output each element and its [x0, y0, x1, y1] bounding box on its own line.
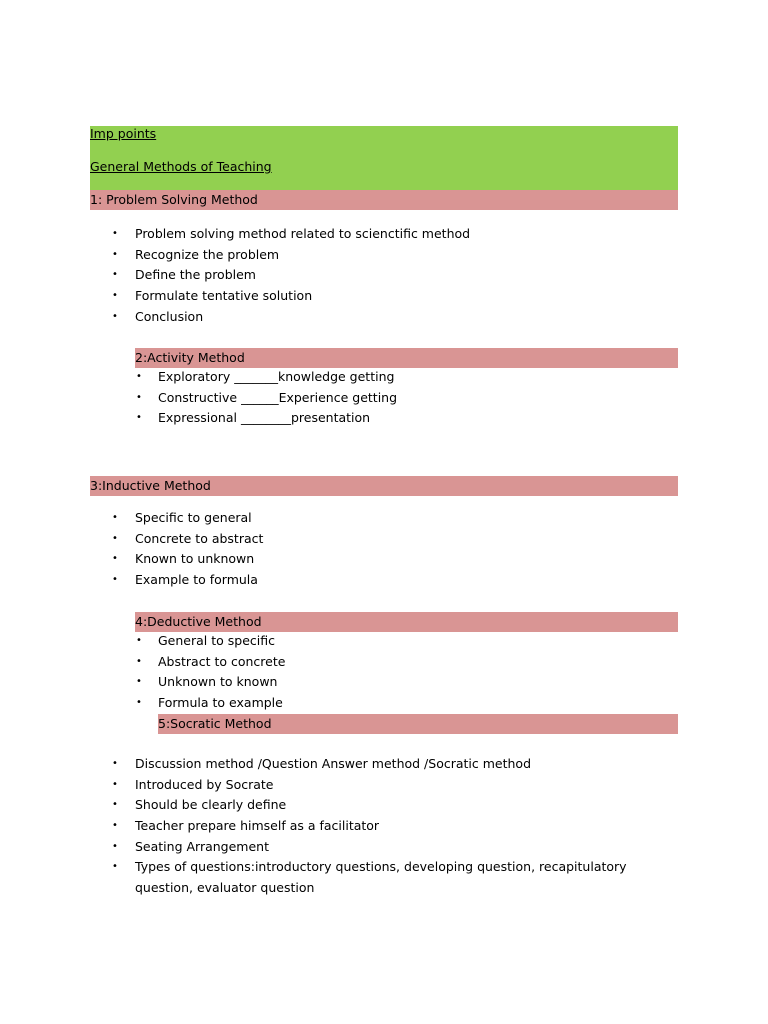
list-item: • Should be clearly define — [90, 795, 678, 816]
bullet-icon: • — [136, 412, 142, 424]
bullet-icon: • — [136, 391, 142, 403]
list-item: • Teacher prepare himself as a facilitator — [90, 816, 678, 837]
list-item: • Introduced by Socrate — [90, 775, 678, 796]
list-item: • General to specific — [135, 631, 678, 652]
bullet-icon: • — [112, 512, 118, 523]
bullet-icon: • — [112, 553, 118, 565]
list-item: • Known to unknown — [90, 549, 678, 570]
list-item: • Formulate tentative solution — [90, 286, 678, 307]
bullet-icon: • — [136, 655, 142, 667]
bullet-icon: • — [112, 574, 118, 586]
bullet-icon: • — [112, 840, 118, 852]
list-item: • Specific to general — [90, 508, 678, 529]
deductive-list — [135, 631, 678, 714]
problem-solving-list — [90, 224, 678, 327]
list-item: • Formula to example — [135, 693, 678, 714]
section-heading-inductive: 3:Inductive Method — [90, 476, 678, 496]
list-item: • Discussion method /Question Answer method /Socratic method — [90, 754, 678, 775]
list-item: • Exploratory _______knowledge getting — [135, 367, 678, 388]
bullet-icon: • — [136, 635, 142, 646]
list-item: • Expressional ________presentation — [135, 408, 678, 429]
bullet-icon: • — [112, 532, 118, 544]
bullet-icon: • — [136, 697, 142, 709]
list-item: • Constructive ______Experience getting — [135, 388, 678, 409]
main-title: General Methods of Teaching — [90, 159, 272, 174]
section-heading-deductive: 4:Deductive Method — [135, 612, 678, 632]
activity-list — [135, 367, 678, 429]
inductive-list — [90, 508, 678, 591]
list-item: • Unknown to known — [135, 672, 678, 693]
list-item: • Concrete to abstract — [90, 529, 678, 550]
socratic-list — [90, 754, 678, 899]
list-item: • Define the problem — [90, 265, 678, 286]
section-heading-socratic: 5:Socratic Method — [158, 714, 678, 734]
list-item: • Conclusion — [90, 307, 678, 328]
bullet-icon: • — [112, 820, 118, 832]
bullet-icon: • — [136, 676, 142, 688]
list-item: • Example to formula — [90, 570, 678, 591]
bullet-icon: • — [112, 310, 118, 322]
bullet-icon: • — [112, 248, 118, 260]
list-item: • Abstract to concrete — [135, 652, 678, 673]
bullet-icon: • — [136, 371, 142, 382]
list-item: • Types of questions:introductory questions, developing question, recapitulatory question, evaluator question — [112, 859, 627, 896]
bullet-icon: • — [112, 861, 118, 873]
bullet-icon: • — [112, 228, 118, 239]
list-item: • Seating Arrangement — [90, 837, 678, 858]
bullet-icon: • — [112, 758, 118, 769]
bullet-icon: • — [112, 290, 118, 302]
imp-points-heading: Imp points — [90, 126, 157, 141]
list-item: • Recognize the problem — [90, 245, 678, 266]
list-item: • Problem solving method related to scienctific method — [90, 224, 678, 245]
section-heading-activity: 2:Activity Method — [135, 348, 678, 368]
bullet-icon: • — [112, 778, 118, 790]
bullet-icon: • — [112, 799, 118, 811]
section-heading-problem-solving: 1: Problem Solving Method — [90, 190, 678, 210]
header-highlight — [90, 126, 678, 190]
bullet-icon: • — [112, 269, 118, 281]
